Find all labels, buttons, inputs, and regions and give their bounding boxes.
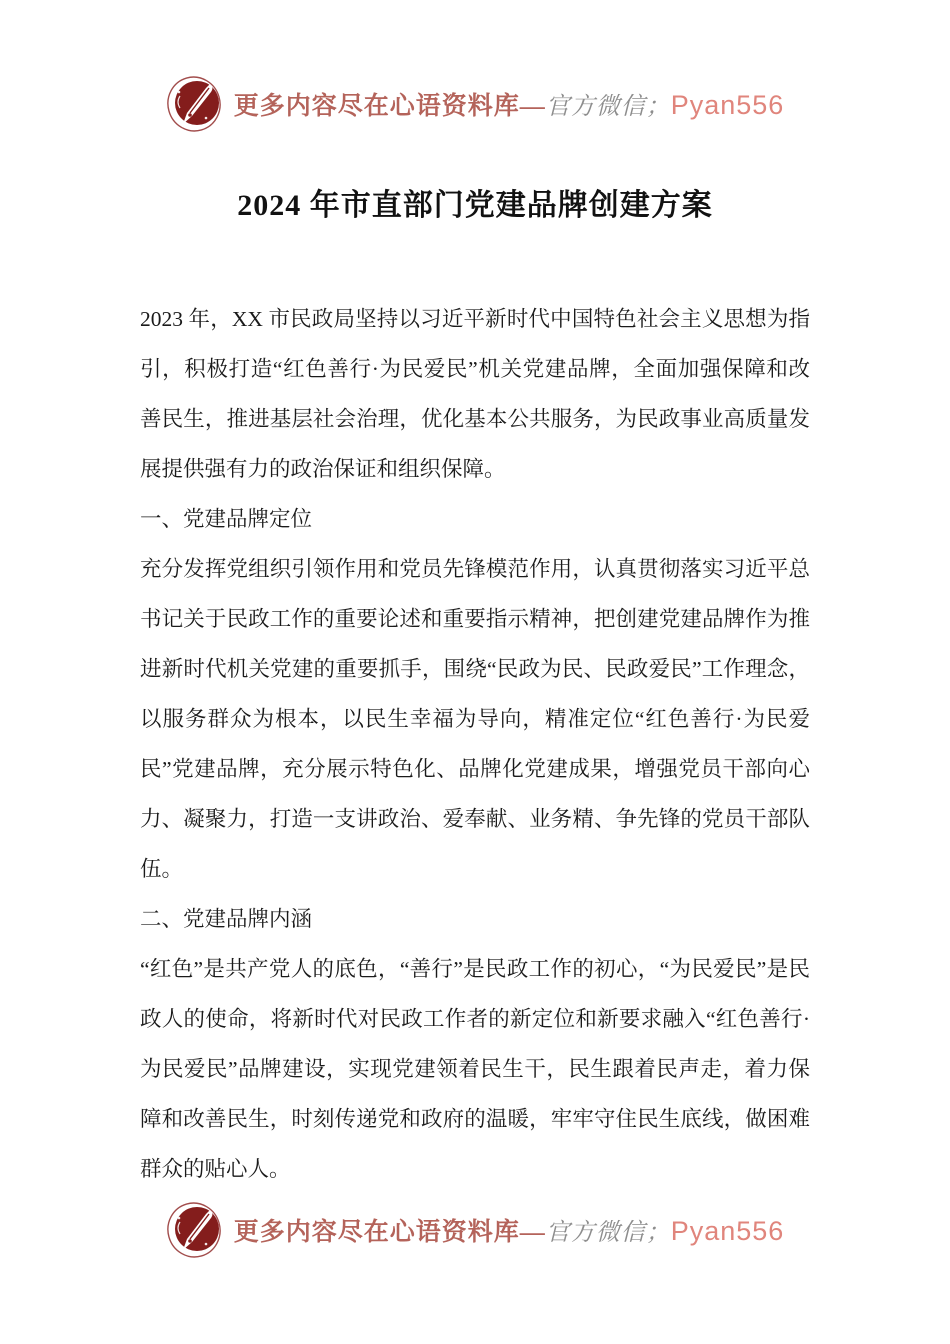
header-watermark [0, 0, 950, 134]
watermark-brand-text: 更多内容尽在心语资料库 [233, 93, 520, 120]
footer-watermark [0, 1200, 950, 1260]
paragraph-intro: 2023 年，XX 市民政局坚持以习近平新时代中国特色社会主义思想为指引，积极打造“红色善行·为民爱民”机关党建品牌，全面加强保障和改善民生，推进基层社会治理，优化基本公共服务，为民政事业高质量发展提供强有力的政治保证和组织保障。 [140, 307, 810, 481]
pen-circle-logo-icon [166, 74, 226, 134]
paragraph-section-1: 充分发挥党组织引领作用和党员先锋模范作用，认真贯彻落实习近平总书记关于民政工作的重要论述和重要指示精神，把创建党建品牌作为推进新时代机关党建的重要抓手，围绕“民政为民、民政爱民”工作理念，以服务群众为根本，以民生幸福为导向，精准定位“红色善行·为民爱民”党建品牌，充分展示特色化、品牌化党建成果，增强党员干部向心力、凝聚力，打造一支讲政治、爱奉献、业务精、争先锋的党员干部队伍。 [140, 557, 810, 881]
paragraph-section-2: “红色”是共产党人的底色，“善行”是民政工作的初心，“为民爱民”是民政人的使命，将新时代对民政工作者的新定位和新要求融入“红色善行·为民爱民”品牌建设，实现党建领着民生干，民生跟着民声走，着力保障和改善民生，时刻传递党和政府的温暖，牢牢守住民生底线，做困难群众的贴心人。 [140, 957, 810, 1181]
watermark-text [234, 86, 785, 122]
pen-circle-logo-icon [166, 1200, 226, 1260]
watermark-wechat-account: Pyan556 [670, 1216, 785, 1246]
watermark-dash: — [519, 93, 546, 120]
section-heading-1: 一、党建品牌定位 [140, 507, 313, 531]
section-heading-2: 二、党建品牌内涵 [140, 907, 313, 931]
watermark-wechat-account: Pyan556 [670, 90, 785, 120]
watermark-text [234, 1212, 785, 1248]
watermark-dash: — [519, 1219, 546, 1246]
document-body [140, 294, 810, 1194]
watermark-label-text: 官方微信； [545, 1220, 671, 1246]
watermark-label-text: 官方微信； [545, 94, 671, 120]
watermark-brand-text: 更多内容尽在心语资料库 [233, 1219, 520, 1246]
document-title: 2024 年市直部门党建品牌创建方案 [237, 189, 713, 222]
